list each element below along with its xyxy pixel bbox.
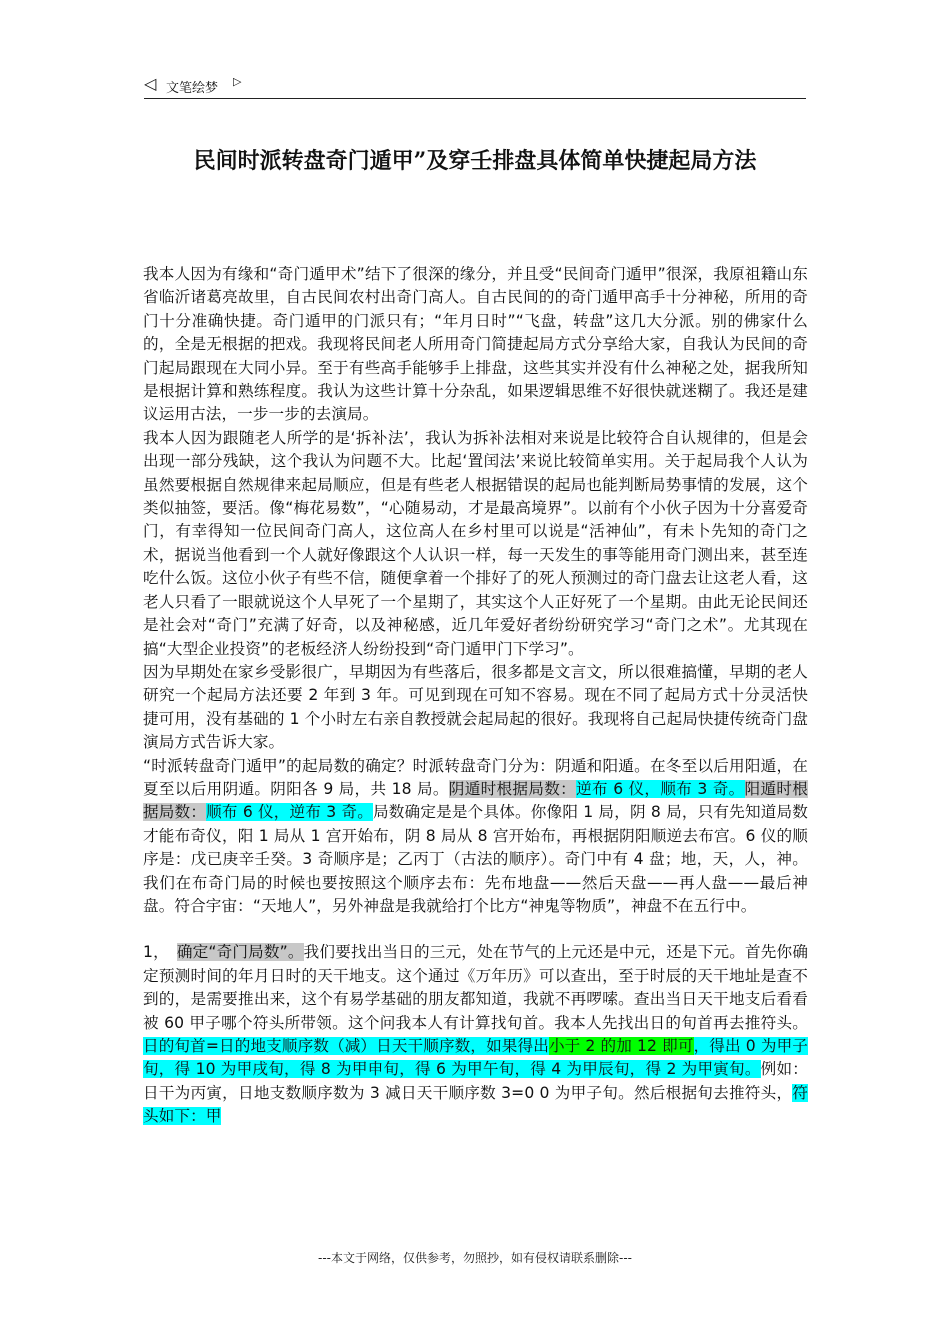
highlighted-text: 确定“奇门局数”。	[176, 943, 304, 962]
highlighted-text: 阳遁时根据局数：	[143, 779, 808, 822]
page-footer: ---本文于网络，仅供参考，勿照抄，如有侵权请联系删除---	[318, 1251, 632, 1265]
paragraph-3: 因为早期处在家乡受影很广，早期因为有些落后，很多都是文言文，所以很难搞懂，早期的老人研究一个起局方法还要 2 年到 3 年。可见到现在可知不容易。现在不同了起局方式十分灵活快捷可用，没有基础的 1 个小时左右亲自教授就会起局起的很好。我现将自己起局快捷传统奇门盘演局方式告诉大家。	[143, 662, 808, 752]
text-run: 我们要找出当日的三元，处在节气的上元还是中元，还是下元。首先你确定预测时间的年月日时的天干地支。这个通过《万年历》可以查出，至于时辰的天干地址是查不到的，是需要推出来，这个有易学基础的朋友都知道，我就不再啰嗦。查出当日天干地支后看看被 60 甲子哪个符头所带领。这个问我本人有计算找旬首。我本人先找出日的旬首再去推符头。	[143, 943, 809, 1032]
left-triangle-icon: ◁	[144, 74, 157, 93]
highlighted-text: 日的旬首=日的地支顺序数（减）日天干顺序数，如果得出	[143, 1037, 549, 1055]
text-run: 局数确定是是个具体。你像阳 1 局，阴 8 局，只有先知道局数才能布奇仪，阳 1 局从 1 宫开始布，阴 8 局从 8 宫开始布，再根据阴阳顺逆去布宫。6 仪的顺序是：戊已庚辛壬癸。3 奇顺序是；乙丙丁（古法的顺序）。奇门中有 4 盘；地，天，人，神。我们在布奇门局的时候也要按照这个顺序去布：先布地盘——然后天盘——再人盘——最后神盘。符合宇宙：“天地人”，另外神盘是我就给打个比方“神鬼等物质”，神盘不在五行中。	[143, 803, 808, 915]
paragraph-4	[143, 755, 808, 919]
page-header	[144, 74, 806, 99]
right-triangle-icon: ▷	[233, 75, 242, 88]
highlighted-text: 小于 2 的加 12 即可	[548, 1037, 694, 1055]
list-number: 1，	[143, 943, 177, 962]
document-body	[143, 263, 808, 1129]
highlighted-text: ，得出 0 为甲子旬，得 10 为甲戌旬，得 8 为甲申旬，得 6 为甲午旬，得 4 为甲辰旬，得 2 为甲寅旬。	[143, 1037, 808, 1079]
header-brand: 文笔绘梦	[166, 81, 219, 96]
paragraph-1: 我本人因为有缘和“奇门遁甲术”结下了很深的缘分，并且受“民间奇门遁甲”很深，我原祖籍山东省临沂诸葛亮故里，自古民间农村出奇门高人。自古民间的的奇门遁甲高手十分神秘，所用的奇门十分准确快捷。奇门遁甲的门派只有；“年月日时”“飞盘，转盘”这几大分派。别的佛家什么的，全是无根据的把戏。我现将民间老人所用奇门简捷起局方式分享给大家，自我认为民间的奇门起局跟现在大同小异。至于有些高手能够手上排盘，这些其实并没有什么神秘之处，据我所知是根据计算和熟练程度。我认为这些计算十分杂乱，如果逻辑思维不好很快就迷糊了。我还是建议运用古法，一步一步的去演局。	[143, 265, 808, 424]
highlighted-text: 阴遁时根据局数：	[448, 779, 577, 798]
document-title: 民间时派转盘奇门遁甲”及穿壬排盘具体简单快捷起局方法	[193, 148, 757, 174]
highlighted-text: 符头如下：甲	[143, 1083, 808, 1126]
highlighted-text: 逆布 6 仪，顺布 3 奇。	[576, 779, 745, 798]
text-run: “时派转盘奇门遁甲”的起局数的确定？时派转盘奇门分为：阴遁和阳遁。在冬至以后用阳遁，在夏至以后用阴遁。阴阳各 9 局，共 18 局。	[143, 756, 808, 798]
paragraph-2: 我本人因为跟随老人所学的是‘拆补法’，我认为拆补法相对来说是比较符合自认规律的，但是会出现一部分残缺，这个我认为问题不大。比起‘置闰法’来说比较简单实用。关于起局我个人认为虽然要根据自然规律来起局顺应，但是有些老人根据错误的起局也能判断局势事情的发展，这个类似抽签，要活。像“梅花易数”，“心随易动，才是最高境界”。以前有个小伙子因为十分喜爱奇门，有幸得知一位民间奇门高人，这位高人在乡村里可以说是“活神仙”，有未卜先知的奇门之术，据说当他看到一个人就好像跟这个人认识一样，每一天发生的事等能用奇门测出来，甚至连吃什么饭。这位小伙子有些不信，随便拿着一个排好了的死人预测过的奇门盘去让这老人看，这老人只看了一眼就说这个人早死了一个星期了，其实这个人正好死了一个星期。由此无论民间还是社会对“奇门”充满了好奇，以及神秘感，近几年爱好者纷纷研究学习“奇门之术”。尤其现在搞“大型企业投资”的老板经济人纷纷投到“奇门遁甲门下学习”。	[143, 428, 808, 658]
highlighted-text: 顺布 6 仪，逆布 3 奇。	[206, 803, 373, 822]
text-run: 例如：日干为丙寅，日地支数顺序数为 3 减日天干顺序数 3=0 0 为甲子旬。然后根据旬去推符头，	[143, 1060, 808, 1102]
paragraph-5	[143, 941, 808, 1128]
